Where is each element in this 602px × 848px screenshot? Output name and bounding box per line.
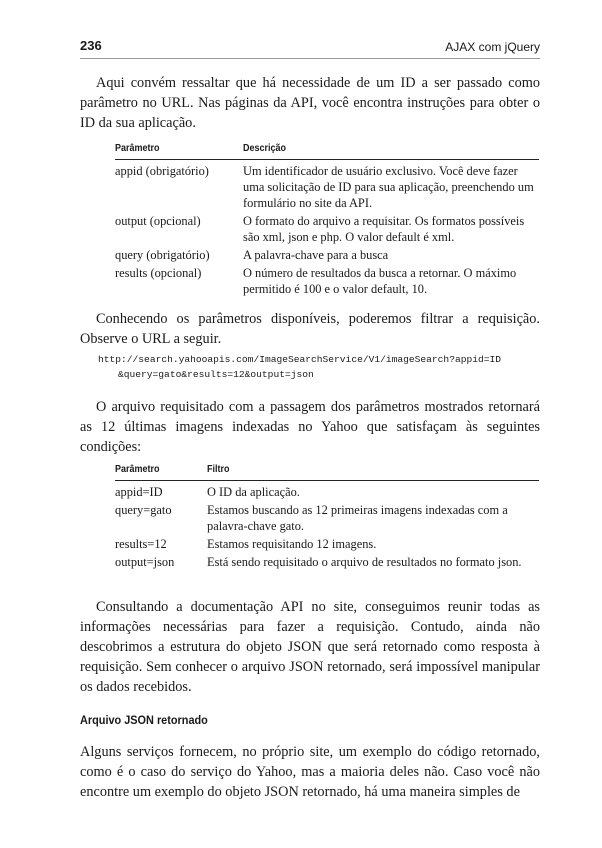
table-row [115,160,539,212]
filter-parameter: results=12 [115,537,167,551]
table-row [115,211,539,245]
book-title: AJAX com jQuery [445,40,540,54]
header-rule [80,58,540,59]
table-row [115,500,539,534]
code-line: http://search.yahooapis.com/ImageSearchService/V1/imageSearch?appid=ID [98,354,502,365]
paragraph-4: Consultando a documentação API no site, conseguimos reunir todas as informações necessárias para fazer a requisição. Contudo, ainda não descobrimos a estrutura do objeto JSON que será retornado como resposta à requisição. Sem conhecer o arquivo JSON retornado, será impossível manipular os dados recebidos. [80,599,540,695]
parameter-description: A palavra-chave para a busca [243,248,389,262]
parameter-description: Um identificador de usuário exclusivo. Você deve fazer uma solicitação de ID para sua aplicação, preenchendo um formulário no site da API. [243,164,534,210]
code-line: &query=gato&results=12&output=json [118,369,314,380]
section-heading: Arquivo JSON retornado [80,713,208,727]
table-row [115,534,539,552]
filter-parameter: query=gato [115,503,172,517]
code-block [98,352,501,382]
page-number: 236 [80,38,102,53]
column-header: Parâmetro [115,141,230,160]
filter-description: Está sendo requisitado o arquivo de resultados no formato json. [207,555,522,569]
filter-description: Estamos buscando as 12 primeiras imagens indexadas com a palavra-chave gato. [207,503,508,533]
paragraph-3: O arquivo requisitado com a passagem dos parâmetros mostrados retornará as 12 últimas imagens indexadas no Yahoo que satisfaçam às seguintes condições: [80,399,540,455]
column-header: Parâmetro [115,462,198,481]
filter-parameter: output=json [115,555,175,569]
parameter-name: query (obrigatório) [115,248,210,262]
parameter-description: O número de resultados da busca a retornar. O máximo permitido é 100 e o valor default, 10. [243,266,517,296]
table-header-row [115,141,539,160]
column-header: Filtro [207,462,506,481]
parameter-description: O formato do arquivo a requisitar. Os formatos possíveis são xml, json e php. O valor default é xml. [243,214,525,244]
filter-description: Estamos requisitando 12 imagens. [207,537,377,551]
filters-table [115,462,539,570]
filter-parameter: appid=ID [115,485,163,499]
table-header-row [115,462,539,481]
table-row [115,552,539,570]
table-row [115,263,539,297]
paragraph-1: Aqui convém ressaltar que há necessidade de um ID a ser passado como parâmetro no URL. Nas páginas da API, você encontra instruções para obter o ID da sua aplicação. [80,75,540,131]
parameter-name: appid (obrigatório) [115,164,209,178]
paragraph-2: Conhecendo os parâmetros disponíveis, poderemos filtrar a requisição. Observe o URL a seguir. [80,311,540,347]
column-header: Descrição [243,141,509,160]
paragraph-5: Alguns serviços fornecem, no próprio site, um exemplo do código retornado, como é o caso do serviço do Yahoo, mas a maioria deles não. Caso você não encontre um exemplo do objeto JSON retornado, há uma maneira simples de [80,744,540,800]
parameter-name: results (opcional) [115,266,202,280]
parameter-name: output (opcional) [115,214,201,228]
table-row [115,245,539,263]
filter-description: O ID da aplicação. [207,485,300,499]
table-row [115,481,539,501]
parameters-table [115,141,539,297]
